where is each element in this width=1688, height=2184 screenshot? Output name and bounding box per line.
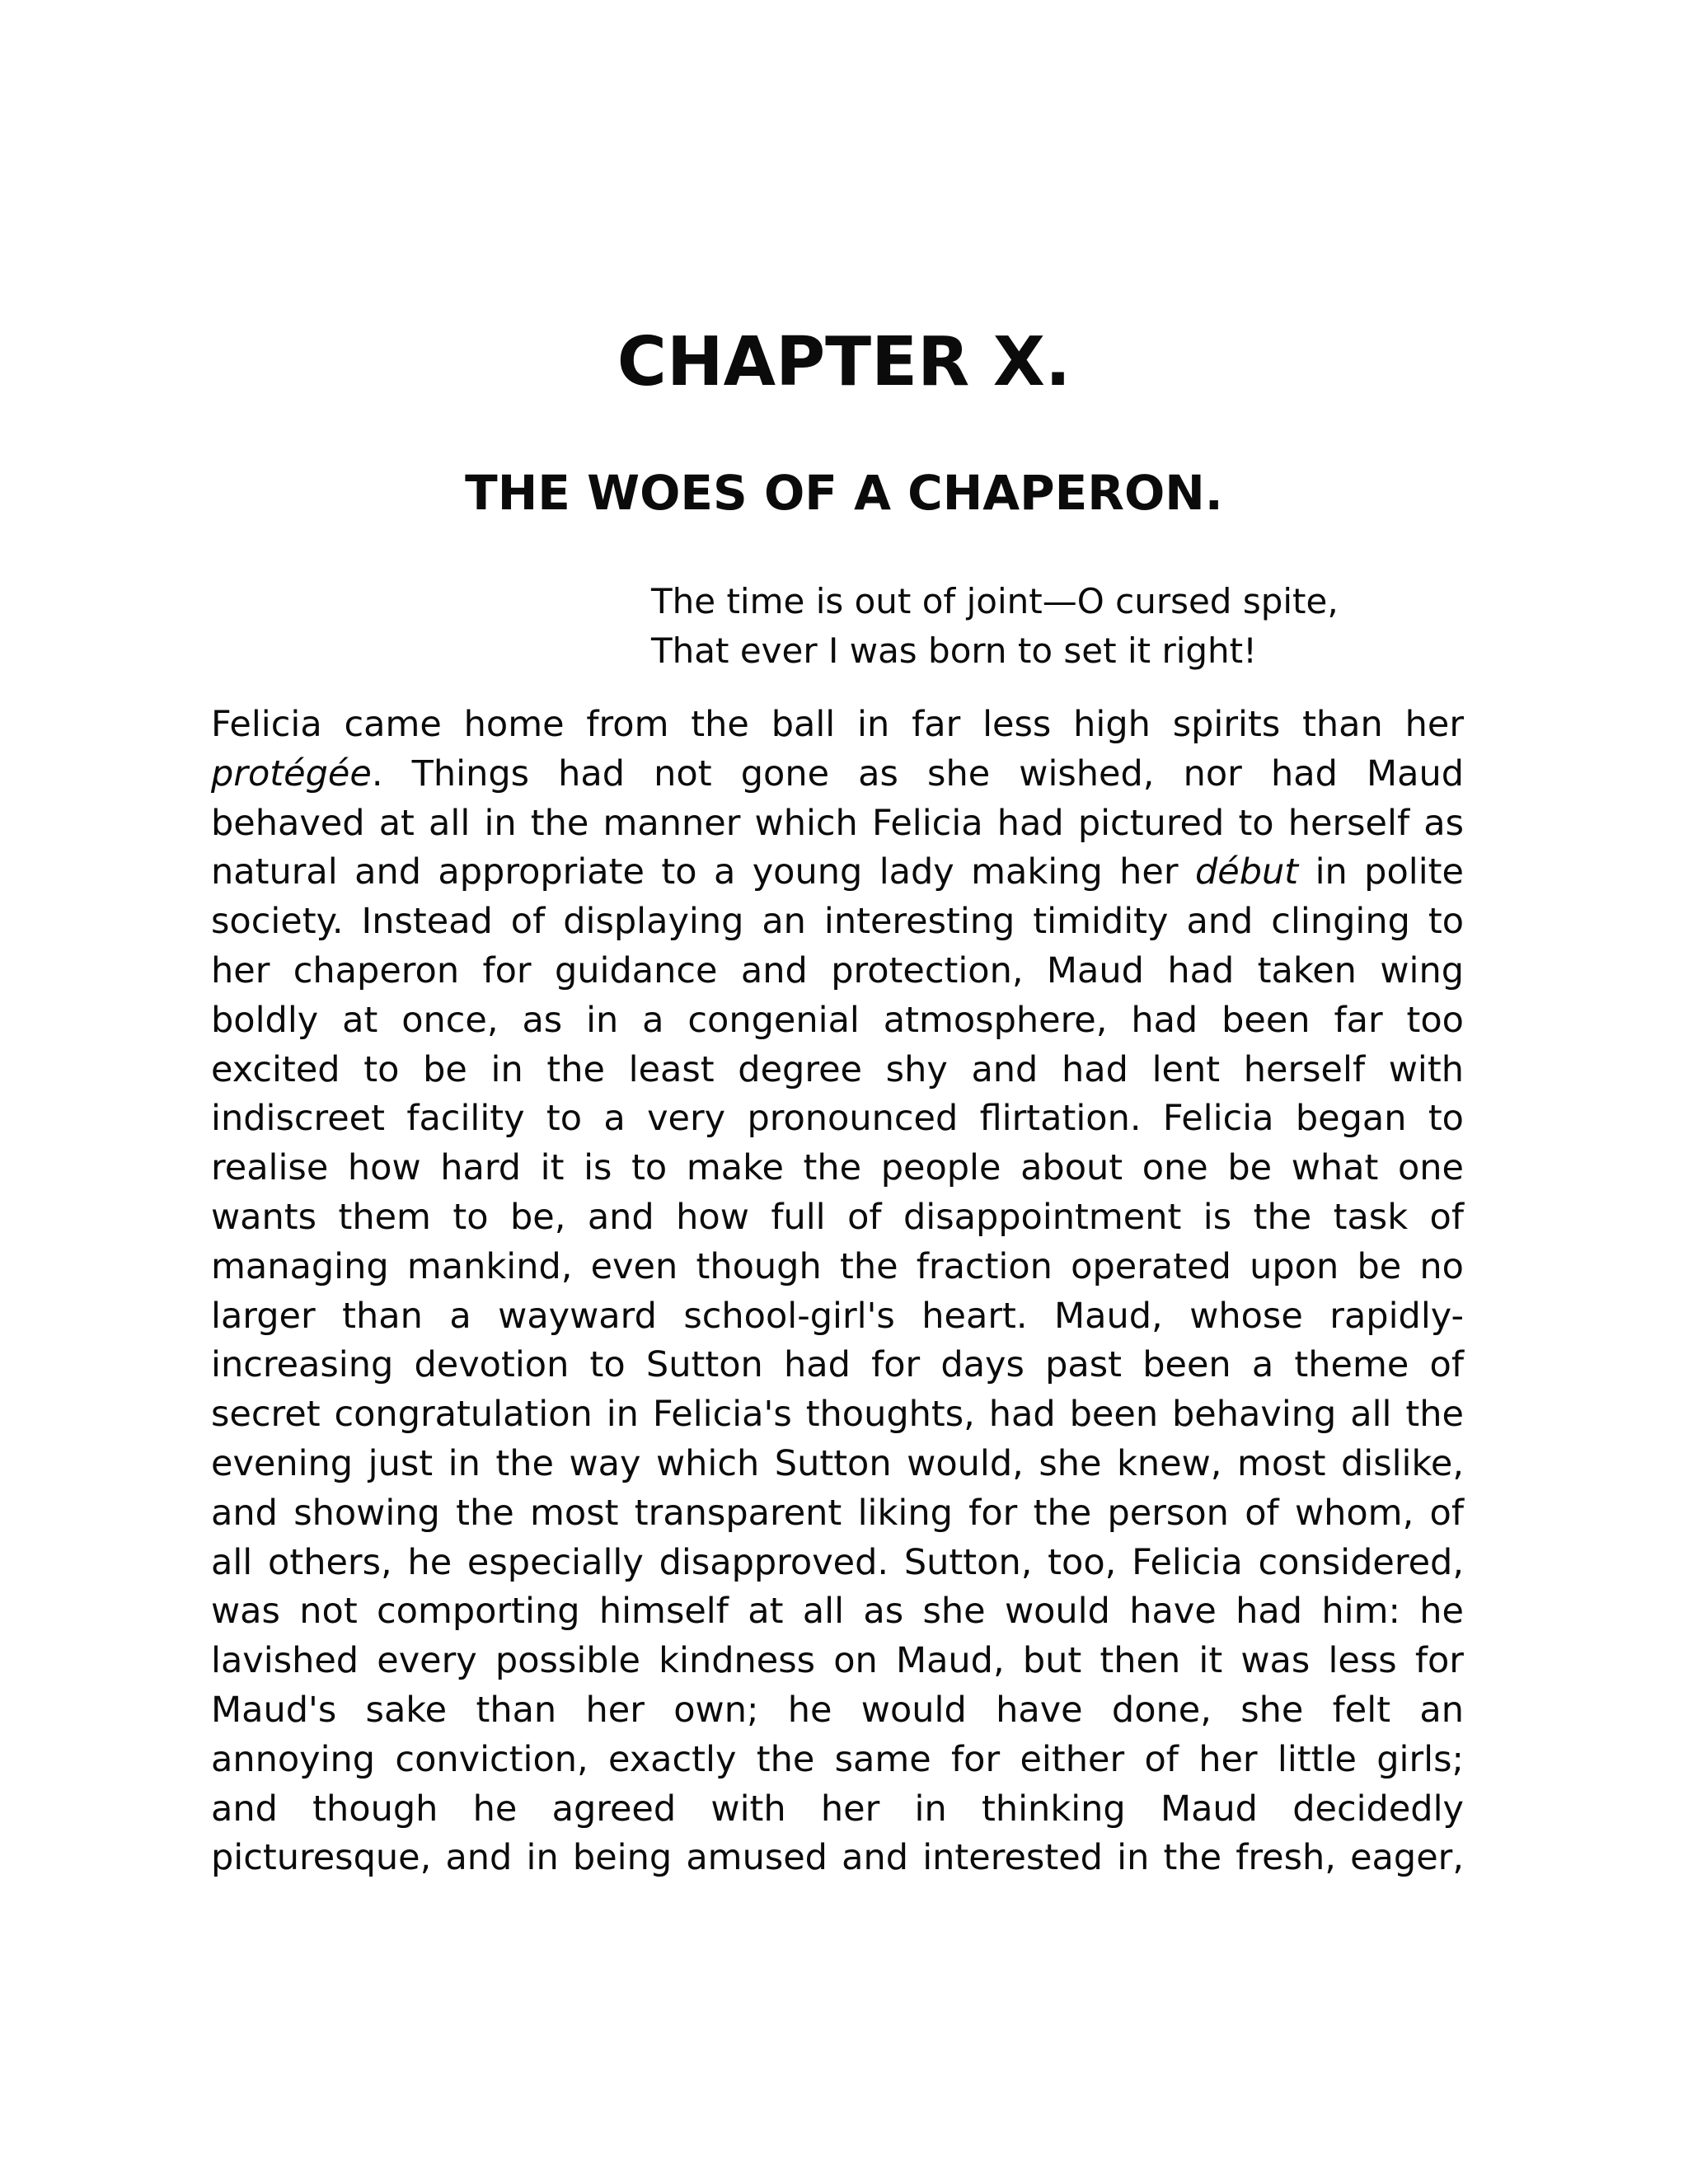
text-segment: evening just in the way which Sutton would, she knew, most dislike, <box>211 1442 1464 1484</box>
text-line <box>211 1587 1464 1637</box>
text-segment: all others, he especially disapproved. Sutton, too, Felicia considered, <box>211 1541 1464 1583</box>
text-segment: larger than a wayward school-girl's heart. Maud, whose rapidly- <box>211 1295 1464 1337</box>
text-line <box>211 1341 1464 1390</box>
epigraph-line: That ever I was born to set it right! <box>651 630 1257 671</box>
italic-word: protégée <box>211 752 372 794</box>
text-segment: society. Instead of displaying an interesting timidity and clinging to <box>211 901 1464 943</box>
text-segment: her chaperon for guidance and protection, Maud had taken wing <box>211 949 1464 991</box>
text-line <box>211 996 1464 1046</box>
text-segment: wants them to be, and how full of disappointment is the task of <box>211 1196 1464 1238</box>
text-segment: natural and appropriate to a young lady making her <box>211 851 1195 893</box>
text-line <box>211 1539 1464 1588</box>
text-line <box>211 750 1464 799</box>
text-segment: managing mankind, even though the fraction operated upon be no <box>211 1245 1464 1287</box>
italic-word: début <box>1194 851 1299 893</box>
text-line <box>211 1193 1464 1243</box>
text-line <box>211 1046 1464 1095</box>
epigraph-line: The time is out of joint—O cursed spite, <box>651 581 1339 621</box>
body-paragraph <box>211 701 1464 1883</box>
text-line <box>211 1489 1464 1539</box>
text-line <box>211 898 1464 947</box>
text-segment: was not comporting himself at all as she would have had him: he <box>211 1591 1464 1633</box>
text-segment: secret congratulation in Felicia's thoughts, had been behaving all the <box>211 1394 1464 1436</box>
text-segment: in polite <box>1298 851 1464 893</box>
text-segment: boldly at once, as in a congenial atmosphere, had been far too <box>211 999 1464 1041</box>
text-line <box>211 1785 1464 1835</box>
text-segment: increasing devotion to Sutton had for days past been a theme of <box>211 1344 1464 1386</box>
text-segment: realise how hard it is to make the people about one be what one <box>211 1147 1464 1189</box>
text-segment: excited to be in the least degree shy and had lent herself with <box>211 1048 1464 1090</box>
text-line <box>211 1243 1464 1292</box>
text-line <box>211 947 1464 996</box>
text-segment: . Things had not gone as she wished, nor had Maud <box>371 752 1464 794</box>
text-line <box>211 701 1464 750</box>
chapter-number: CHAPTER X. <box>617 323 1071 401</box>
text-segment: behaved at all in the manner which Felicia had pictured to herself as <box>211 802 1464 844</box>
text-line <box>211 799 1464 849</box>
text-segment: lavished every possible kindness on Maud, but then it was less for <box>211 1640 1464 1682</box>
text-line <box>211 1637 1464 1686</box>
text-line <box>211 1834 1464 1883</box>
epigraph <box>651 577 1475 676</box>
text-line <box>211 848 1464 898</box>
text-segment: and showing the most transparent liking for the person of whom, of <box>211 1492 1464 1534</box>
text-segment: picturesque, and in being amused and interested in the fresh, eager, <box>211 1837 1464 1879</box>
text-line <box>211 1686 1464 1736</box>
text-segment: Maud's sake than her own; he would have done, she felt an <box>211 1689 1464 1731</box>
text-segment: Felicia came home from the ball in far less high spirits than her <box>211 704 1464 745</box>
chapter-title: THE WOES OF A CHAPERON. <box>465 465 1223 521</box>
text-segment: annoying conviction, exactly the same for either of her little girls; <box>211 1738 1464 1780</box>
text-line <box>211 1292 1464 1342</box>
text-line <box>211 1094 1464 1144</box>
text-line <box>211 1390 1464 1440</box>
text-segment: and though he agreed with her in thinking Maud decidedly <box>211 1788 1464 1830</box>
text-line <box>211 1440 1464 1489</box>
text-line <box>211 1144 1464 1193</box>
text-segment: indiscreet facility to a very pronounced flirtation. Felicia began to <box>211 1098 1464 1140</box>
text-line <box>211 1736 1464 1785</box>
